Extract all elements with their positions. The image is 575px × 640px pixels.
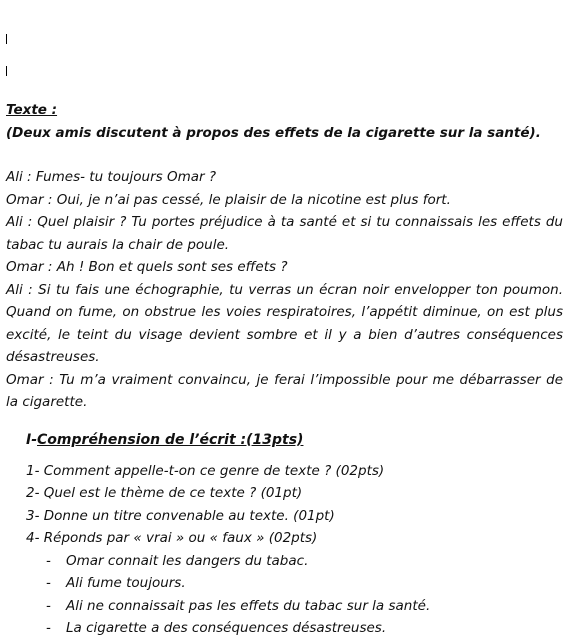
question-list [26, 460, 384, 550]
bullet-dash: - [46, 620, 51, 637]
bullet-dash: - [46, 553, 51, 569]
dialogue-line: Omar : Ah ! Bon et quels sont ses effets ? [6, 259, 288, 275]
section-title: Compréhension de l’écrit :(13pts) [37, 432, 304, 448]
statement-text: Ali ne connaissait pas les effets du tabac sur la santé. [66, 597, 431, 614]
bullet-dash: - [46, 597, 51, 614]
statement-item [46, 617, 430, 639]
dialogue-line: Ali : Si tu fais une échographie, tu verras un écran noir envelopper ton poumon. Quand on fume, on obstrue les voies respiratoires, l’appétit diminue, on est plus excité, le teint du visage devient sombre et il y a bien d’autres conséquences désastreuses. [6, 281, 563, 365]
dialogue-line: Ali : Quel plaisir ? Tu portes préjudice à ta santé et si tu connaissais les effets du tabac tu aurais la chair de poule. [6, 214, 563, 253]
bullet-dash: - [46, 575, 51, 592]
section-number: I- [26, 432, 38, 448]
dialogue-line: Omar : Oui, je n’ai pas cessé, le plaisir de la nicotine est plus fort. [6, 191, 451, 208]
margin-mark-top [6, 34, 7, 44]
statement-text: Omar connait les dangers du tabac. [66, 553, 309, 569]
text-subtitle: (Deux amis discutent à propos des effets de la cigarette sur la santé). [6, 124, 541, 141]
statement-text: Ali fume toujours. [66, 575, 186, 592]
statement-item [46, 550, 430, 572]
text-label: Texte : [6, 102, 58, 118]
dialogue [6, 166, 563, 414]
question-item: 2- Quel est le thème de ce texte ? (01pt) [26, 485, 303, 502]
dialogue-line: Ali : Fumes- tu toujours Omar ? [6, 169, 217, 185]
question-item: 3- Donne un titre convenable au texte. (01pt) [26, 507, 335, 524]
statement-list [46, 550, 430, 640]
statement-text: La cigarette a des conséquences désastreuses. [66, 620, 387, 637]
question-item: 4- Réponds par « vrai » ou « faux » (02pts) [26, 530, 318, 547]
section-heading [26, 432, 303, 448]
text-header [6, 99, 563, 144]
dialogue-line: Omar : Tu m’a vraiment convaincu, je ferai l’impossible pour me débarrasser de la cigarette. [6, 371, 563, 410]
question-item: 1- Comment appelle-t-on ce genre de texte ? (02pts) [26, 463, 385, 479]
statement-item [46, 595, 430, 617]
statement-item [46, 572, 430, 594]
margin-mark-bottom [6, 66, 7, 76]
